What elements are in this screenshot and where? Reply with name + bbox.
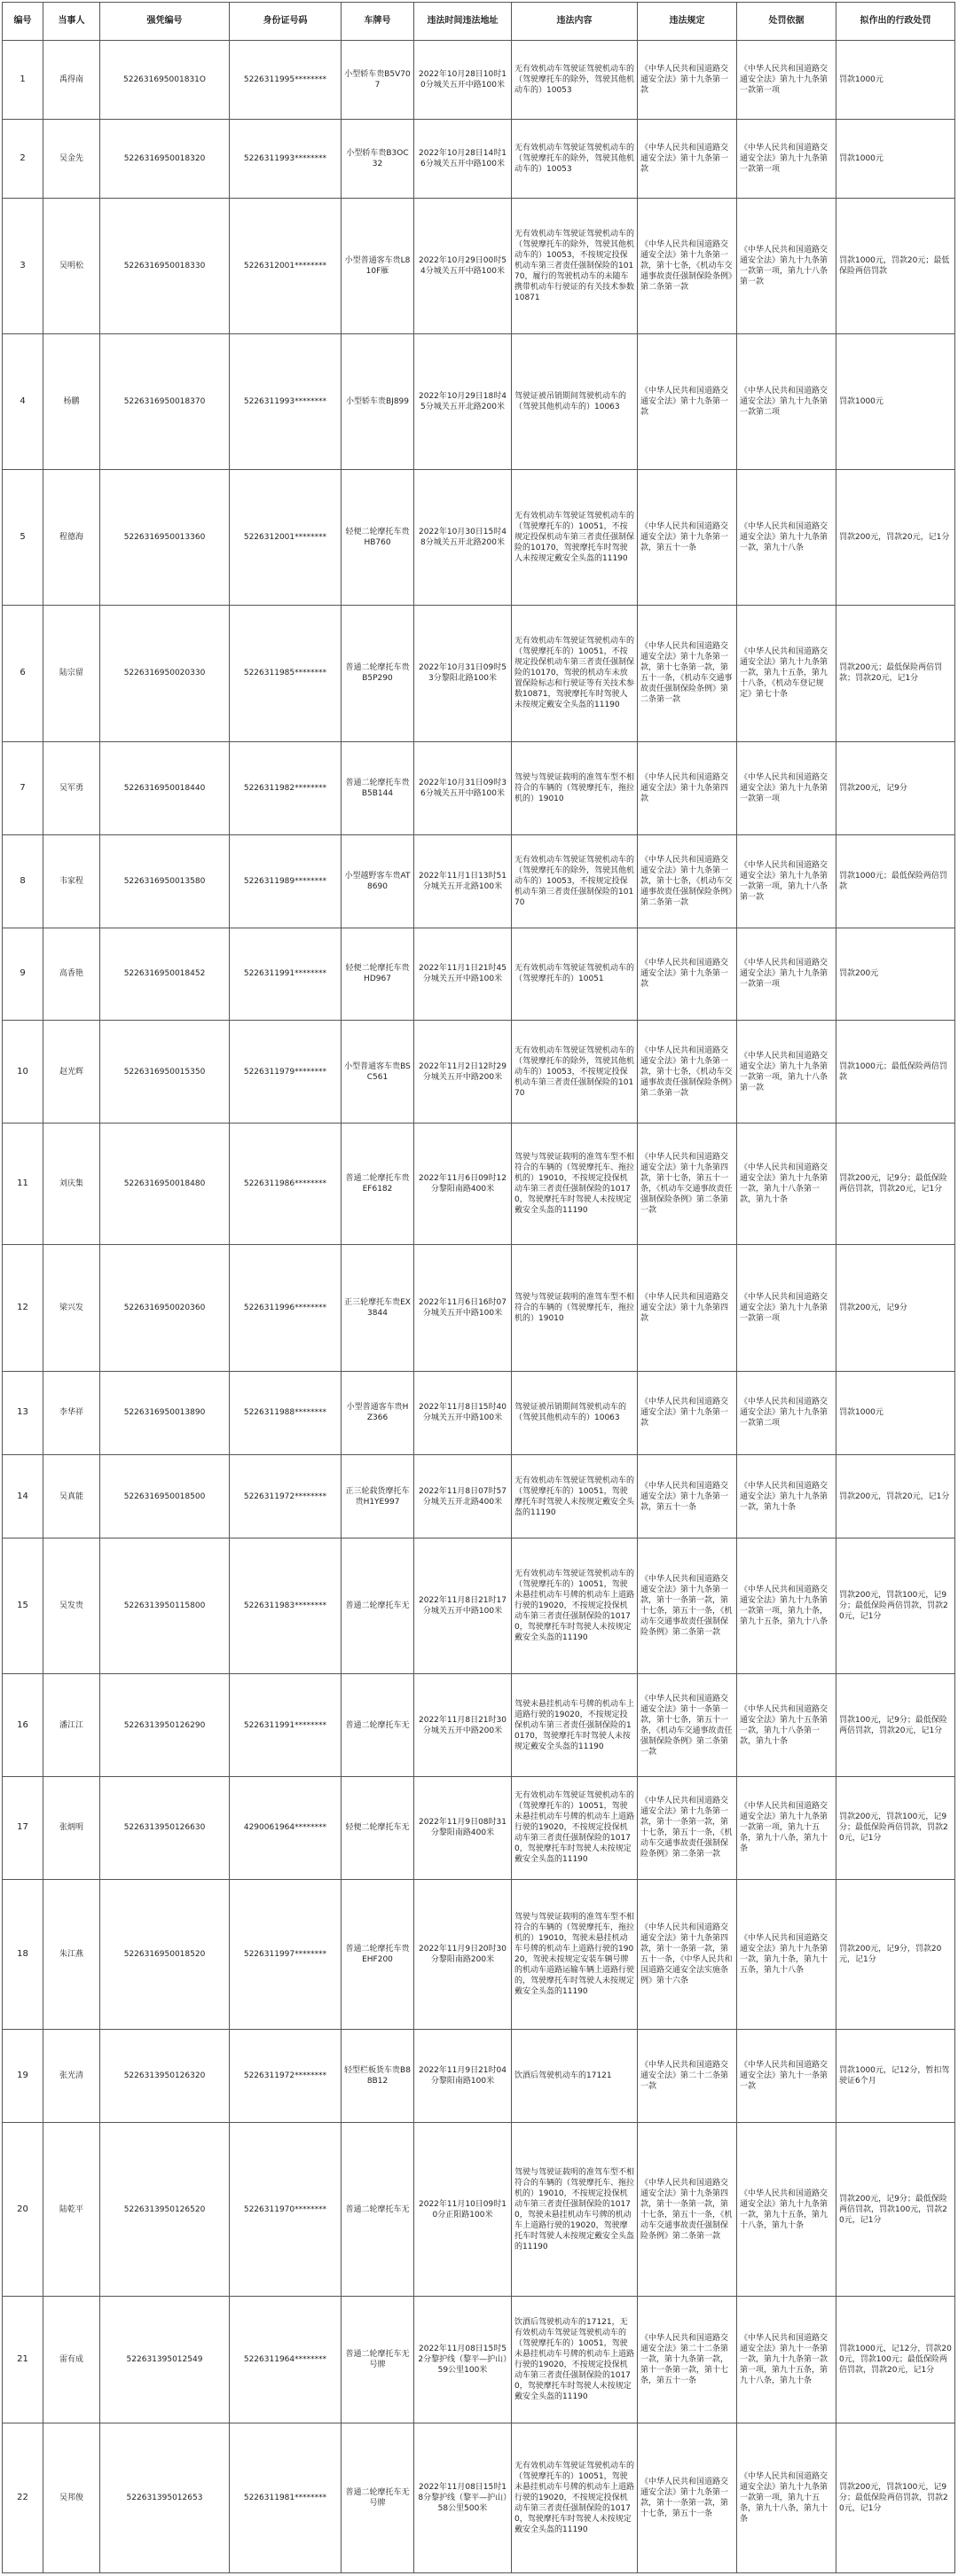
cell-penalty: 罚款200元，记9分 <box>836 1245 955 1371</box>
cell-doc: 5226313950115800 <box>100 1539 230 1674</box>
cell-time: 2022年10月28日10时10分城关五开中路100米 <box>414 41 512 120</box>
cell-basis: 《中华人民共和国道路交通安全法》第九十九条第一款第一项，第九十五条，第九十八条，第九十条 <box>737 1777 836 1880</box>
cell-content: 无有效机动车驾驶证驾驶机动车的（驾驶摩托车的）10051，驾驶未悬挂机动车号牌的机动车上道路行驶的19020，不按规定投保机动车第三者责任强制保险的10170，驾驶摩托车时驾驶人未按规定戴安全头盔的11190 <box>512 1539 638 1674</box>
header-doc: 强凭编号 <box>100 3 230 41</box>
cell-no: 5 <box>3 470 43 606</box>
cell-doc: 5226316950020330 <box>100 606 230 741</box>
cell-plate: 小型轿车贵BJ899 <box>342 334 414 470</box>
cell-plate: 轻便二轮摩托车无 <box>342 1777 414 1880</box>
cell-no: 16 <box>3 1674 43 1777</box>
cell-name: 程德海 <box>43 470 100 606</box>
cell-no: 22 <box>3 2423 43 2572</box>
cell-penalty: 罚款200元，罚款100元，记9分；最低保险两倍罚款，罚款20元，记1分 <box>836 1539 955 1674</box>
cell-name: 高香艳 <box>43 928 100 1021</box>
cell-plate: 正三轮载货摩托车贵H1YE997 <box>342 1455 414 1539</box>
cell-law: 《中华人民共和国道路交通安全法》第十九条第一款，第十七条，《机动车交通事故责任强制保险条例》第二条第一款 <box>638 1021 737 1124</box>
table-row <box>3 470 955 606</box>
cell-law: 《中华人民共和国道路交通安全法》第十九条第一款 <box>638 334 737 470</box>
cell-no: 8 <box>3 834 43 928</box>
cell-doc: 5226313950126320 <box>100 2030 230 2123</box>
cell-law: 《中华人民共和国道路交通安全法》第十九条第四款，第十一条第一款，第五十一条，《中华人民共和国道路交通安全法实施条例》第十六条 <box>638 1879 737 2029</box>
cell-no: 9 <box>3 928 43 1021</box>
table-row <box>3 1124 955 1245</box>
header-plate: 车牌号 <box>342 3 414 41</box>
cell-name: 禹得南 <box>43 41 100 120</box>
cell-time: 2022年11月9日21时04分黎阳南路100米 <box>414 2030 512 2123</box>
cell-penalty: 罚款200元，罚款20元，记1分 <box>836 1455 955 1539</box>
cell-content: 驾驶与驾驶证载明的准驾车型不相符合的车辆的（驾驶摩托车、拖拉机的）19010，不按规定投保机动车第三者责任强制保险的10170，驾驶未悬挂机动车号牌的机动车上道路行驶的19020，驾驶摩托车时驾驶人未按规定戴安全头盔的11190 <box>512 2123 638 2297</box>
cell-law: 《中华人民共和国道路交通安全法》第十九条第一款，第五十一条 <box>638 470 737 606</box>
cell-content: 驾驶与驾驶证载明的准驾车型不相符合的车辆的（驾驶摩托车，拖拉机的）19010，驾驶未悬挂机动车号牌的机动车上道路行驶的19020，驾驶未按规定安装车辆号牌的机动车道路运输车辆上道路行驶的，驾驶摩托车时驾驶人未按规定戴安全头盔的11190 <box>512 1879 638 2029</box>
cell-plate: 小型越野客车贵AT8690 <box>342 834 414 928</box>
cell-content: 无有效机动车驾驶证驾驶机动车的（驾驶摩托车的）10051，驾驶摩托车时驾驶人未按规定戴安全头盔的11190 <box>512 1455 638 1539</box>
header-law: 违法规定 <box>638 3 737 41</box>
cell-plate: 普通二轮摩托车无号牌 <box>342 2297 414 2423</box>
cell-basis: 《中华人民共和国道路交通安全法》第九十九条第一款第一项 <box>737 928 836 1021</box>
cell-plate: 小型轿车贵B3OC32 <box>342 119 414 198</box>
cell-penalty: 罚款100元，记9分；最低保险两倍罚款，罚款20元，记1分 <box>836 1674 955 1777</box>
cell-no: 1 <box>3 41 43 120</box>
cell-basis: 《中华人民共和国道路交通安全法》第九十九条第一款第一项，第九十条，第九十五条，第九十八条 <box>737 1539 836 1674</box>
violation-table <box>2 2 955 2573</box>
cell-id: 5226311983******** <box>230 1539 342 1674</box>
cell-no: 14 <box>3 1455 43 1539</box>
cell-basis: 《中华人民共和国道路交通安全法》第九十九条第一款第一项 <box>737 119 836 198</box>
cell-name: 吴发贵 <box>43 1539 100 1674</box>
cell-law: 《中华人民共和国道路交通安全法》第十一条第一款，第十七条，第五十一条，《机动车交通事故责任强制保险条例》第二条第一款 <box>638 1674 737 1777</box>
cell-law: 《中华人民共和国道路交通安全法》第十九条第一款，第五十一条 <box>638 1455 737 1539</box>
cell-plate: 小型轿车贵B5V707 <box>342 41 414 120</box>
cell-content: 无有效机动车驾驶证驾驶机动车的（驾驶摩托车的除外，驾驶其他机动车的）10053 <box>512 41 638 120</box>
table-row <box>3 928 955 1021</box>
cell-law: 《中华人民共和国道路交通安全法》第十九条第一款 <box>638 1371 737 1454</box>
cell-plate: 普通二轮摩托车贵EF6182 <box>342 1124 414 1245</box>
cell-plate: 小型普通客车贵L810F雁 <box>342 198 414 333</box>
cell-name: 张光清 <box>43 2030 100 2123</box>
cell-plate: 普通二轮摩托车贵B5P290 <box>342 606 414 741</box>
cell-law: 《中华人民共和国道路交通安全法》第十九条第四款 <box>638 1245 737 1371</box>
cell-id: 5226311986******** <box>230 1124 342 1245</box>
cell-no: 10 <box>3 1021 43 1124</box>
cell-content: 驾驶与驾驶证载明的准驾车型不相符合的车辆的（驾驶摩托车、拖拉机的）19010，不按规定投保机动车第三者责任强制保险的10170，驾驶摩托车时驾驶人未按规定戴安全头盔的11190 <box>512 1124 638 1245</box>
cell-id: 5226311993******** <box>230 119 342 198</box>
cell-no: 21 <box>3 2297 43 2423</box>
cell-doc: 522631395012549 <box>100 2297 230 2423</box>
cell-law: 《中华人民共和国道路交通安全法》第十九条第一款，第十一条第一款，第十七条，第五十一条，《机动车交通事故责任强制保险条例》第二条第一款 <box>638 1777 737 1880</box>
cell-penalty: 罚款1000元；最低保险两倍罚款 <box>836 834 955 928</box>
table-row <box>3 1021 955 1124</box>
cell-doc: 5226316950018520 <box>100 1879 230 2029</box>
cell-time: 2022年10月31日09时53分黎阳北路100米 <box>414 606 512 741</box>
cell-doc: 5226316950013360 <box>100 470 230 606</box>
cell-name: 赵光辉 <box>43 1021 100 1124</box>
cell-doc: 5226316950013580 <box>100 834 230 928</box>
cell-name: 张炳明 <box>43 1777 100 1880</box>
cell-plate: 普通二轮摩托车无 <box>342 2123 414 2297</box>
cell-no: 12 <box>3 1245 43 1371</box>
cell-basis: 《中华人民共和国道路交通安全法》第九十九条第一款第一项，第九十八条第一款 <box>737 198 836 333</box>
table-row <box>3 741 955 834</box>
cell-time: 2022年10月28日14时16分城关五开中路100米 <box>414 119 512 198</box>
cell-plate: 普通二轮摩托车贵EHF200 <box>342 1879 414 2029</box>
cell-id: 5226311991******** <box>230 928 342 1021</box>
cell-penalty: 罚款1000元，记12分，罚款200元，罚款100元；最低保险两倍罚款，罚款20元，记1分 <box>836 2297 955 2423</box>
cell-time: 2022年11月8日21时17分城关五开中路100米 <box>414 1539 512 1674</box>
cell-name: 吴军勇 <box>43 741 100 834</box>
cell-time: 2022年11月08日15时18分黎护线（黎平—护山）58公里500米 <box>414 2423 512 2572</box>
table-row <box>3 1245 955 1371</box>
header-content: 违法内容 <box>512 3 638 41</box>
cell-doc: 522631395012653 <box>100 2423 230 2572</box>
cell-id: 5226311981******** <box>230 2423 342 2572</box>
cell-doc: 5226316950018320 <box>100 119 230 198</box>
cell-basis: 《中华人民共和国道路交通安全法》第九十九条第一款第一项，第九十五条，第九十八条，第九十条 <box>737 2423 836 2572</box>
cell-penalty: 罚款1000元 <box>836 1371 955 1454</box>
table-header-row <box>3 3 955 41</box>
table-row <box>3 1455 955 1539</box>
table-row <box>3 2423 955 2572</box>
cell-no: 18 <box>3 1879 43 2029</box>
cell-name: 韦家程 <box>43 834 100 928</box>
cell-basis: 《中华人民共和国道路交通安全法》第九十九条第一款，第九十五条，第九十八条，《机动车登记规定》第七十条 <box>737 606 836 741</box>
cell-no: 17 <box>3 1777 43 1880</box>
cell-doc: 5226316950018330 <box>100 198 230 333</box>
cell-doc: 5226316950013890 <box>100 1371 230 1454</box>
cell-id: 5226311995******** <box>230 41 342 120</box>
cell-basis: 《中华人民共和国道路交通安全法》第九十九条第一款，第九十条 <box>737 1455 836 1539</box>
cell-content: 驾驶证被吊销期间驾驶机动车的（驾驶其他机动车的）10063 <box>512 1371 638 1454</box>
table-row <box>3 2030 955 2123</box>
table-row <box>3 1879 955 2029</box>
cell-law: 《中华人民共和国道路交通安全法》第十九条第一款，第十一条第一款，第十七条，第五十一条 <box>638 2423 737 2572</box>
cell-time: 2022年10月31日09时36分城关五开中路100米 <box>414 741 512 834</box>
cell-id: 5226311985******** <box>230 606 342 741</box>
cell-content: 驾驶与驾驶证载明的准驾车型不相符合的车辆的（驾驶摩托车，拖拉机的）19010 <box>512 1245 638 1371</box>
cell-id: 5226311991******** <box>230 1674 342 1777</box>
cell-law: 《中华人民共和国道路交通安全法》第十九条第一款，第十一条第一款，第十七条，第五十一条，《机动车交通事故责任强制保险条例》第二条第一款 <box>638 1539 737 1674</box>
cell-time: 2022年11月9日08时31分黎阳南路400米 <box>414 1777 512 1880</box>
cell-time: 2022年11月8日07时57分城关五开北路400米 <box>414 1455 512 1539</box>
cell-no: 2 <box>3 119 43 198</box>
table-row <box>3 2123 955 2297</box>
cell-penalty: 罚款1000元 <box>836 119 955 198</box>
cell-penalty: 罚款200元，罚款20元，记1分 <box>836 470 955 606</box>
cell-penalty: 罚款200元，罚款100元，记9分；最低保险两倍罚款，罚款20元，记1分 <box>836 1777 955 1880</box>
cell-basis: 《中华人民共和国道路交通安全法》第九十九条第一款第一项，第九十八条第一款 <box>737 834 836 928</box>
cell-content: 无有效机动车驾驶证驾驶机动车的（驾驶摩托车的除外，驾驶其他机动车的）10053，不按规定投保机动车第三者责任强制保险的10170，履行的驾驶机动车的未随车携带机动车行驶证的有关技术参数10871 <box>512 198 638 333</box>
table-row <box>3 119 955 198</box>
cell-penalty: 罚款1000元，记12分，暂扣驾驶证6个月 <box>836 2030 955 2123</box>
cell-plate: 普通二轮摩托车无 <box>342 1539 414 1674</box>
cell-penalty: 罚款1000元；最低保险两倍罚款 <box>836 1021 955 1124</box>
cell-basis: 《中华人民共和国道路交通安全法》第九十九条第一款第一项 <box>737 741 836 834</box>
cell-basis: 《中华人民共和国道路交通安全法》第九十九条第一款第一项 <box>737 1245 836 1371</box>
table-row <box>3 606 955 741</box>
cell-name: 吴明松 <box>43 198 100 333</box>
cell-penalty: 罚款200元，记9分；最低保险两倍罚款，罚款20元，记1分 <box>836 1124 955 1245</box>
table-row <box>3 41 955 120</box>
cell-penalty: 罚款1000元，罚款20元；最低保险两倍罚款 <box>836 198 955 333</box>
cell-plate: 普通二轮摩托车无 <box>342 1674 414 1777</box>
cell-law: 《中华人民共和国道路交通安全法》第十九条第一款 <box>638 928 737 1021</box>
cell-doc: 522631695001831O <box>100 41 230 120</box>
cell-law: 《中华人民共和国道路交通安全法》第十九条第四款，第十一条第一款，第十七条，第五十一条，《机动车交通事故责任强制保险条例》第二条第一款 <box>638 2123 737 2297</box>
cell-plate: 小型普通客车贵HZ366 <box>342 1371 414 1454</box>
cell-id: 5226311964******** <box>230 2297 342 2423</box>
cell-time: 2022年11月08日15时52分黎护线（黎平—护山）59公里100米 <box>414 2297 512 2423</box>
cell-content: 无有效机动车驾驶证驾驶机动车的（驾驶摩托车的）10051，驾驶未悬挂机动车号牌的机动车上道路行驶的19020，不按规定投保机动车第三者责任强制保险的10170，驾驶摩托车时驾驶人未按规定戴安全头盔的11190 <box>512 2423 638 2572</box>
cell-basis: 《中华人民共和国道路交通安全法》第九十九条第一款，第九十五条，第九十八条，第九十条 <box>737 2123 836 2297</box>
cell-time: 2022年10月29日18时45分城关五开北路200米 <box>414 334 512 470</box>
table-row <box>3 1674 955 1777</box>
cell-penalty: 罚款200元，罚款100元，记9分；最低保险两倍罚款，罚款20元，记1分 <box>836 2423 955 2572</box>
cell-time: 2022年11月1日13时51分城关五开北路100米 <box>414 834 512 928</box>
cell-content: 驾驶未悬挂机动车号牌的机动车上道路行驶的19020，不按规定投保机动车第三者责任强制保险的10170，驾驶摩托车时驾驶人未按规定戴安全头盔的11190 <box>512 1674 638 1777</box>
cell-penalty: 罚款200元 <box>836 928 955 1021</box>
cell-doc: 5226313950126290 <box>100 1674 230 1777</box>
cell-basis: 《中华人民共和国道路交通安全法》第九十九条第一款，第九十八条 <box>737 470 836 606</box>
cell-time: 2022年11月8日21时30分城关五开中路200米 <box>414 1674 512 1777</box>
cell-content: 驾驶证被吊销期间驾驶机动车的（驾驶其他机动车的）10063 <box>512 334 638 470</box>
cell-name: 吴真能 <box>43 1455 100 1539</box>
table-row <box>3 2297 955 2423</box>
cell-content: 无有效机动车驾驶证驾驶机动车的（驾驶摩托车的除外，驾驶其他机动车的）10053 <box>512 119 638 198</box>
cell-no: 7 <box>3 741 43 834</box>
cell-doc: 5226313950126520 <box>100 2123 230 2297</box>
cell-plate: 轻便二轮摩托车贵HB760 <box>342 470 414 606</box>
cell-name: 李华祥 <box>43 1371 100 1454</box>
cell-name: 陆宗留 <box>43 606 100 741</box>
cell-no: 13 <box>3 1371 43 1454</box>
cell-content: 无有效机动车驾驶证驾驶机动车的（驾驶摩托车的）10051，驾驶未悬挂机动车号牌的机动车上道路行驶的19020，不按规定投保机动车第三者责任强制保险的10170，驾驶摩托车时驾驶人未按规定戴安全头盔的11190 <box>512 1777 638 1880</box>
cell-content: 无有效机动车驾驶证驾驶机动车的（驾驶摩托车的除外，驾驶其他机动车的）10053，不按规定投保机动车第三者责任强制保险的10170 <box>512 1021 638 1124</box>
cell-doc: 5226316950020360 <box>100 1245 230 1371</box>
header-time: 违法时间违法地址 <box>414 3 512 41</box>
table-row <box>3 334 955 470</box>
table-row <box>3 1539 955 1674</box>
cell-id: 5226311979******** <box>230 1021 342 1124</box>
cell-penalty: 罚款1000元 <box>836 334 955 470</box>
cell-no: 3 <box>3 198 43 333</box>
cell-no: 6 <box>3 606 43 741</box>
cell-basis: 《中华人民共和国道路交通安全法》第九十九条第一款，第九十条，第九十五条，第九十八条 <box>737 1879 836 2029</box>
cell-time: 2022年11月8日15时40分城关五开中路100米 <box>414 1371 512 1454</box>
cell-time: 2022年11月2日12时29分城关五开中路200米 <box>414 1021 512 1124</box>
cell-id: 5226312001******** <box>230 198 342 333</box>
header-no: 编号 <box>3 3 43 41</box>
cell-name: 梁兴发 <box>43 1245 100 1371</box>
cell-plate: 轻型栏板货车贵B88B12 <box>342 2030 414 2123</box>
header-id: 身份证号码 <box>230 3 342 41</box>
cell-content: 无有效机动车驾驶证驾驶机动车的（驾驶摩托车的除外，驾驶其他机动车的）10053，不按规定投保机动车第三者责任强制保险的10170 <box>512 834 638 928</box>
cell-content: 饮酒后驾驶机动车的17121 <box>512 2030 638 2123</box>
cell-doc: 5226316950018370 <box>100 334 230 470</box>
cell-content: 无有效机动车驾驶证驾驶机动车的（驾驶摩托车的）10051，不按规定投保机动车第三者责任强制保险的10170，驾驶的机动车未放置保险标志和行驶证等有关技术参数10871，驾驶摩托车时驾驶人未按规定戴安全头盔的11190 <box>512 606 638 741</box>
cell-penalty: 罚款200元，记9分；最低保险两倍罚款，罚款100元，罚款20元，记1分 <box>836 2123 955 2297</box>
cell-name: 刘庆集 <box>43 1124 100 1245</box>
table-row <box>3 1777 955 1880</box>
cell-id: 5226311972******** <box>230 1455 342 1539</box>
cell-penalty: 罚款200元，记9分 <box>836 741 955 834</box>
table-body <box>3 41 955 2573</box>
cell-law: 《中华人民共和国道路交通安全法》第十九条第一款 <box>638 41 737 120</box>
cell-time: 2022年11月6日09时12分黎阳南路400米 <box>414 1124 512 1245</box>
cell-content: 驾驶与驾驶证载明的准驾车型不相符合的车辆的（驾驶摩托车，拖拉机的）19010 <box>512 741 638 834</box>
cell-no: 19 <box>3 2030 43 2123</box>
cell-basis: 《中华人民共和国道路交通安全法》第九十一条第一款 <box>737 2030 836 2123</box>
cell-time: 2022年11月9日20时30分黎阳南路200米 <box>414 1879 512 2029</box>
cell-content: 无有效机动车驾驶证驾驶机动车的（驾驶摩托车的）10051，不按规定投保机动车第三者责任强制保险的10170，驾驶摩托车时驾驶人未按规定戴安全头盔的11190 <box>512 470 638 606</box>
cell-doc: 5226316950018452 <box>100 928 230 1021</box>
cell-no: 4 <box>3 334 43 470</box>
cell-basis: 《中华人民共和国道路交通安全法》第九十九条第一款第一项 <box>737 41 836 120</box>
cell-id: 5226311993******** <box>230 334 342 470</box>
cell-id: 5226311996******** <box>230 1245 342 1371</box>
cell-basis: 《中华人民共和国道路交通安全法》第九十五条第一款，第九十八条第一款，第九十条 <box>737 1674 836 1777</box>
cell-doc: 5226316950018440 <box>100 741 230 834</box>
cell-id: 5226311988******** <box>230 1371 342 1454</box>
cell-id: 5226311997******** <box>230 1879 342 2029</box>
cell-id: 5226311972******** <box>230 2030 342 2123</box>
cell-content: 无有效机动车驾驶证驾驶机动车的（驾驶摩托车的）10051 <box>512 928 638 1021</box>
cell-id: 5226312001******** <box>230 470 342 606</box>
header-basis: 处罚依据 <box>737 3 836 41</box>
header-penalty: 拟作出的行政处罚 <box>836 3 955 41</box>
table-row <box>3 1371 955 1454</box>
cell-no: 15 <box>3 1539 43 1674</box>
cell-law: 《中华人民共和国道路交通安全法》第十九条第一款 <box>638 119 737 198</box>
cell-name: 吴邦俊 <box>43 2423 100 2572</box>
cell-no: 20 <box>3 2123 43 2297</box>
cell-law: 《中华人民共和国道路交通安全法》第二十二条第一款，第十九条第一款，第十一条第一款，第十七条，第五十一条 <box>638 2297 737 2423</box>
cell-penalty: 罚款200元；最低保险两倍罚款；罚款20元，记1分 <box>836 606 955 741</box>
cell-law: 《中华人民共和国道路交通安全法》第二十二条第一款 <box>638 2030 737 2123</box>
cell-plate: 普通二轮摩托车贵B5B144 <box>342 741 414 834</box>
cell-content: 饮酒后驾驶机动车的17121，无有效机动车驾驶证驾驶机动车的（驾驶摩托车的）10051，驾驶未悬挂机动车号牌的机动车上道路行驶的19020，不按规定投保机动车第三者责任强制保险的10170，驾驶摩托车时驾驶人未按规定戴安全头盔的11190 <box>512 2297 638 2423</box>
cell-name: 陆乾平 <box>43 2123 100 2297</box>
cell-basis: 《中华人民共和国道路交通安全法》第九十一条第一款，第九十九条第一款第一项，第九十五条，第九十八条，第九十条 <box>737 2297 836 2423</box>
cell-id: 5226311982******** <box>230 741 342 834</box>
cell-basis: 《中华人民共和国道路交通安全法》第九十九条第一款第二项 <box>737 334 836 470</box>
cell-penalty: 罚款1000元 <box>836 41 955 120</box>
cell-basis: 《中华人民共和国道路交通安全法》第九十九条第一款，第九十八条第一款，第九十条 <box>737 1124 836 1245</box>
cell-name: 雷有成 <box>43 2297 100 2423</box>
cell-doc: 5226313950126630 <box>100 1777 230 1880</box>
cell-name: 朱江燕 <box>43 1879 100 2029</box>
cell-law: 《中华人民共和国道路交通安全法》第十九条第一款，第十七条，《机动车交通事故责任强制保险条例》第二条第一款 <box>638 198 737 333</box>
cell-time: 2022年10月30日15时48分城关五开北路200米 <box>414 470 512 606</box>
cell-name: 潘江江 <box>43 1674 100 1777</box>
cell-time: 2022年11月10日09时10分正阳路100米 <box>414 2123 512 2297</box>
cell-plate: 小型普通客车贵BSC561 <box>342 1021 414 1124</box>
cell-name: 吴金先 <box>43 119 100 198</box>
cell-plate: 普通二轮摩托车无号牌 <box>342 2423 414 2572</box>
cell-penalty: 罚款200元，记9分，罚款20元，记1分 <box>836 1879 955 2029</box>
cell-id: 4290061964******** <box>230 1777 342 1880</box>
cell-id: 5226311970******** <box>230 2123 342 2297</box>
cell-law: 《中华人民共和国道路交通安全法》第十九条第一款，第十七条，《机动车交通事故责任强制保险条例》第二条第一款 <box>638 834 737 928</box>
cell-name: 杨鹏 <box>43 334 100 470</box>
cell-doc: 5226316950015350 <box>100 1021 230 1124</box>
cell-basis: 《中华人民共和国道路交通安全法》第九十九条第一款第一项，第九十八条第一款 <box>737 1021 836 1124</box>
cell-plate: 正三轮摩托车贵EX3844 <box>342 1245 414 1371</box>
cell-time: 2022年10月29日00时54分城关五开中路100米 <box>414 198 512 333</box>
cell-time: 2022年11月1日21时45分城关五开中路100米 <box>414 928 512 1021</box>
header-name: 当事人 <box>43 3 100 41</box>
cell-law: 《中华人民共和国道路交通安全法》第十九条第四款，第十七条，第五十一条，《机动车交通事故责任强制保险条例》第二条第一款 <box>638 1124 737 1245</box>
cell-plate: 轻便二轮摩托车贵HD967 <box>342 928 414 1021</box>
cell-law: 《中华人民共和国道路交通安全法》第十九条第一款，第十七条第一款，第五十一条，《机动车交通事故责任强制保险条例》第二条第一款 <box>638 606 737 741</box>
cell-doc: 5226316950018500 <box>100 1455 230 1539</box>
penalty-notice-sheet <box>2 2 954 2573</box>
cell-time: 2022年11月6日16时07分城关五开中路100米 <box>414 1245 512 1371</box>
table-row <box>3 198 955 333</box>
cell-no: 11 <box>3 1124 43 1245</box>
cell-law: 《中华人民共和国道路交通安全法》第十九条第四款 <box>638 741 737 834</box>
cell-basis: 《中华人民共和国道路交通安全法》第九十九条第一款第二项 <box>737 1371 836 1454</box>
table-row <box>3 834 955 928</box>
cell-id: 5226311989******** <box>230 834 342 928</box>
cell-doc: 5226316950018480 <box>100 1124 230 1245</box>
